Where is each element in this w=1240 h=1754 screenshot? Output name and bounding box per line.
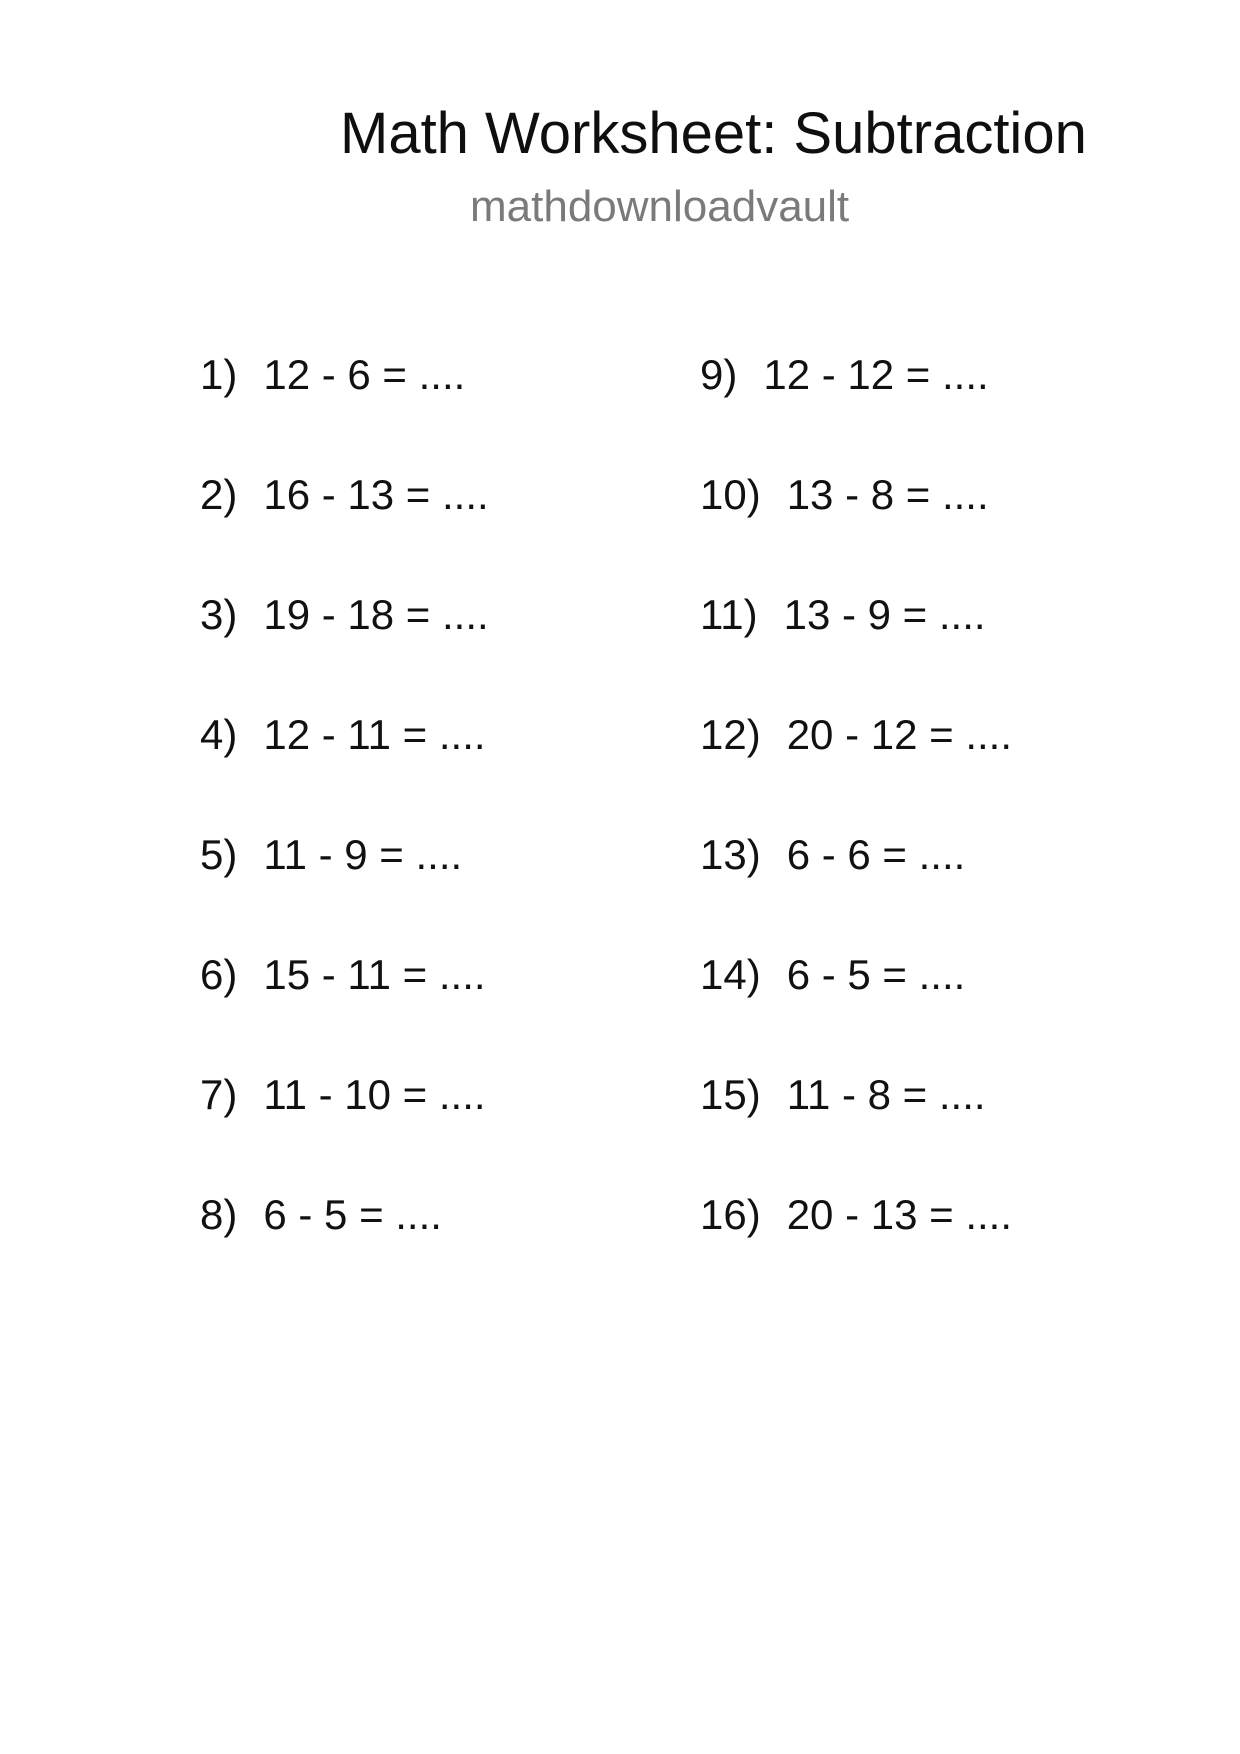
problem-number: 4) — [200, 711, 238, 758]
problem-14 — [700, 944, 1012, 1064]
problem-expression: 11 - 8 = .... — [786, 1071, 986, 1118]
problem-expression: 20 - 12 = .... — [786, 711, 1013, 758]
problem-number: 1) — [200, 351, 238, 398]
problem-13 — [700, 824, 1012, 944]
problem-3 — [200, 584, 489, 704]
problem-7 — [200, 1064, 489, 1184]
problem-9 — [700, 344, 1012, 464]
problem-number: 14) — [700, 951, 761, 998]
problem-expression: 6 - 5 = .... — [263, 1191, 442, 1238]
worksheet-source: mathdownloadvault — [470, 182, 850, 231]
problem-expression: 16 - 13 = .... — [263, 471, 489, 518]
problem-expression: 12 - 11 = .... — [263, 711, 486, 758]
problem-expression: 13 - 8 = .... — [786, 471, 989, 518]
problem-5 — [200, 824, 489, 944]
problem-expression: 11 - 10 = .... — [263, 1071, 486, 1118]
problem-4 — [200, 704, 489, 824]
problem-number: 8) — [200, 1191, 238, 1238]
problem-number: 5) — [200, 831, 238, 878]
problem-1 — [200, 344, 489, 464]
problem-number: 6) — [200, 951, 238, 998]
problem-8 — [200, 1184, 489, 1304]
problem-expression: 20 - 13 = .... — [786, 1191, 1013, 1238]
problem-16 — [700, 1184, 1012, 1304]
worksheet-title: Math Worksheet: Subtraction — [340, 101, 1087, 166]
problem-11 — [700, 584, 1012, 704]
problem-expression: 12 - 6 = .... — [263, 351, 466, 398]
problem-number: 7) — [200, 1071, 238, 1118]
problem-number: 12) — [700, 711, 761, 758]
problem-expression: 12 - 12 = .... — [763, 351, 989, 398]
problem-number: 9) — [700, 351, 738, 398]
problems-left-column — [200, 344, 489, 1304]
problem-2 — [200, 464, 489, 584]
problem-expression: 19 - 18 = .... — [263, 591, 489, 638]
problem-number: 11) — [700, 591, 758, 638]
problem-expression: 15 - 11 = .... — [263, 951, 486, 998]
problem-expression: 13 - 9 = .... — [783, 591, 986, 638]
problem-number: 15) — [700, 1071, 761, 1118]
problems-right-column — [700, 344, 1012, 1304]
problem-12 — [700, 704, 1012, 824]
problem-number: 3) — [200, 591, 238, 638]
problem-15 — [700, 1064, 1012, 1184]
problem-expression: 6 - 5 = .... — [786, 951, 966, 998]
problem-10 — [700, 464, 1012, 584]
problem-expression: 6 - 6 = .... — [786, 831, 966, 878]
problem-expression: 11 - 9 = .... — [263, 831, 463, 878]
problem-number: 16) — [700, 1191, 761, 1238]
problem-number: 13) — [700, 831, 761, 878]
problem-number: 2) — [200, 471, 238, 518]
problem-6 — [200, 944, 489, 1064]
problem-number: 10) — [700, 471, 761, 518]
